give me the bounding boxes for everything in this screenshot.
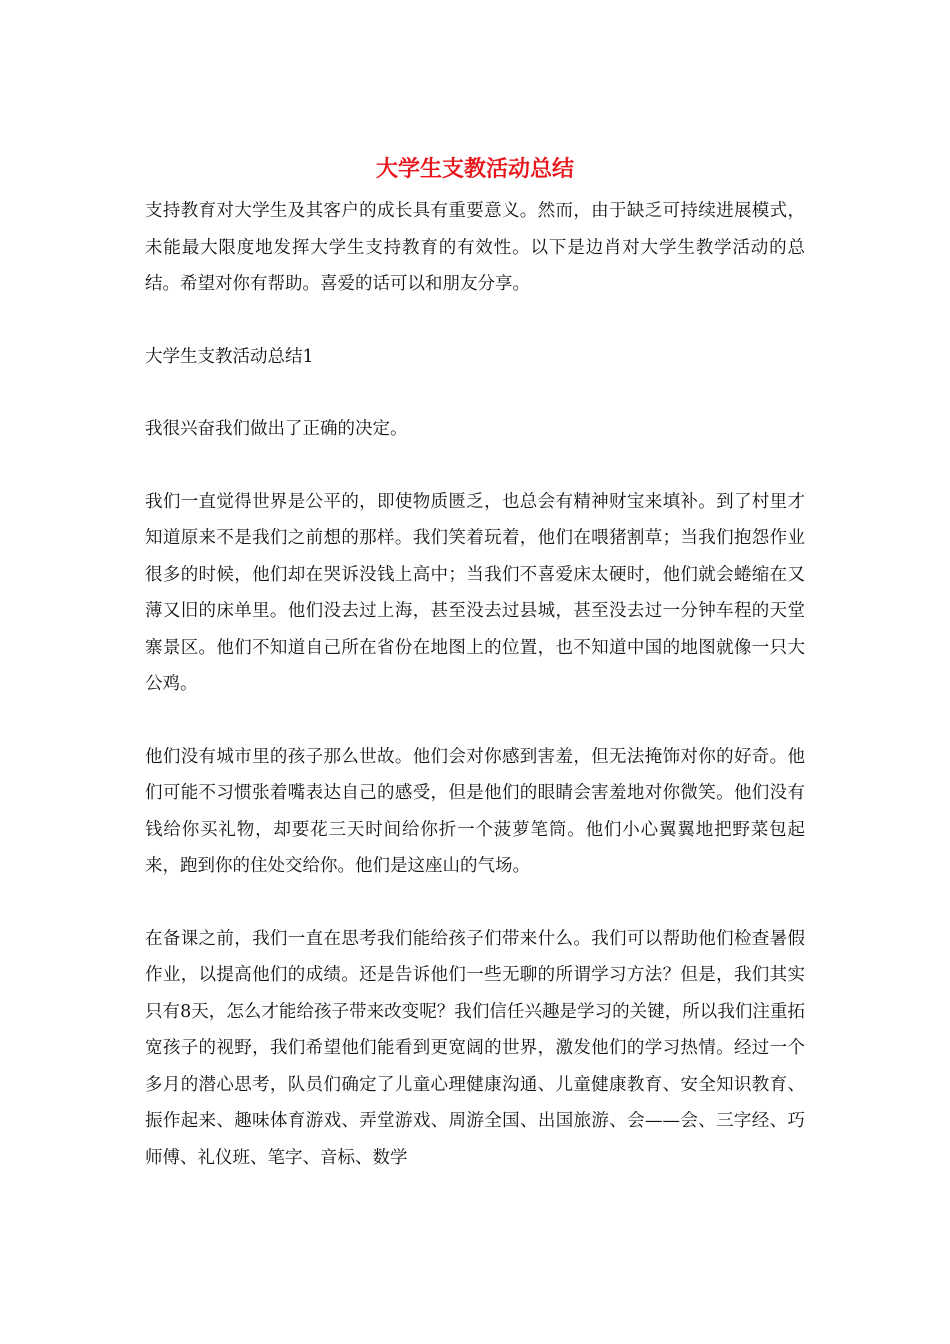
intro-paragraph: 支持教育对大学生及其客户的成长具有重要意义。然而，由于缺乏可持续进展模式，未能最大限度地发挥大学生支持教育的有效性。以下是边肖对大学生教学活动的总结。希望对你有帮助。喜爱的话可以和朋友分享。 [145, 201, 805, 294]
document-body [145, 193, 805, 1176]
body-paragraph: 我们一直觉得世界是公平的，即使物质匮乏，也总会有精神财宝来填补。到了村里才知道原来不是我们之前想的那样。我们笑着玩着，他们在喂猪割草；当我们抱怨作业很多的时候，他们却在哭诉没钱上高中；当我们不喜爱床太硬时，他们就会蜷缩在又薄又旧的床单里。他们没去过上海，甚至没去过县城，甚至没去过一分钟车程的天堂寨景区。他们不知道自己所在省份在地图上的位置，也不知道中国的地图就像一只大公鸡。 [145, 491, 805, 694]
body-paragraph: 他们没有城市里的孩子那么世故。他们会对你感到害羞，但无法掩饰对你的好奇。他们可能不习惯张着嘴表达自己的感受，但是他们的眼睛会害羞地对你微笑。他们没有钱给你买礼物，却要花三天时间给你折一个菠萝笔筒。他们小心翼翼地把野菜包起来，跑到你的住处交给你。他们是这座山的气场。 [145, 746, 805, 876]
document-title: 大学生支教活动总结 [375, 156, 574, 182]
body-paragraph: 在备课之前，我们一直在思考我们能给孩子们带来什么。我们可以帮助他们检查暑假作业，以提高他们的成绩。还是告诉他们一些无聊的所谓学习方法？但是，我们其实只有8天，怎么才能给孩子带来改变呢？我们信任兴趣是学习的关键，所以我们注重拓宽孩子的视野，我们希望他们能看到更宽阔的世界，激发他们的学习热情。经过一个多月的潜心思考，队员们确定了儿童心理健康沟通、儿童健康教育、安全知识教育、振作起来、趣味体育游戏、弄堂游戏、周游全国、出国旅游、会——会、三字经、巧师傅、礼仪班、笔字、音标、数学 [145, 928, 805, 1168]
body-paragraph: 我很兴奋我们做出了正确的决定。 [145, 419, 408, 439]
section-heading: 大学生支教活动总结1 [145, 346, 314, 367]
